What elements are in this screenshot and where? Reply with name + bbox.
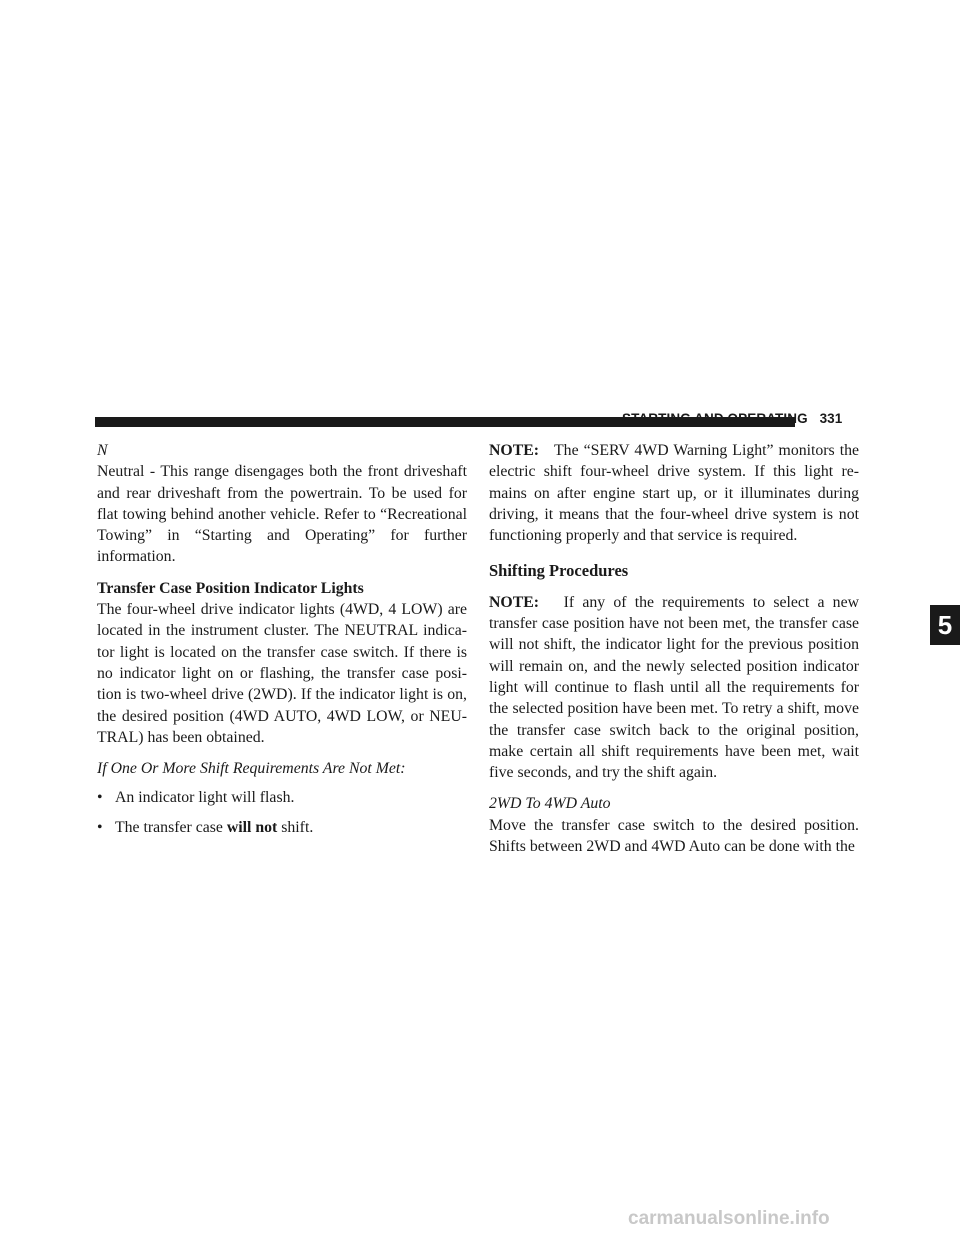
- chapter-tab: 5: [930, 605, 960, 645]
- bullet-text: An indicator light will flash.: [115, 789, 295, 807]
- note-label: NOTE:: [489, 442, 540, 459]
- not-met-heading: If One Or More Shift Requirements Are Not Met:: [97, 760, 406, 778]
- n-body: Neutral - This range disengages both the front driveshaft and rear driveshaft from the powertrain. To be used for flat towing behind another vehicle. Refer to “Recreational Towing” in “Starting and Operating” for further information.: [97, 463, 467, 566]
- running-header: [622, 411, 842, 426]
- indicator-heading: Transfer Case Position Indicator Lights: [97, 579, 364, 597]
- section-title: STARTING AND OPERATING: [622, 411, 808, 426]
- left-column: [97, 440, 467, 838]
- page-number: 331: [819, 411, 843, 426]
- note-label: NOTE:: [489, 593, 540, 611]
- note-paragraph: [489, 592, 859, 784]
- note-text: The “SERV 4WD Warning Light” monitors the electric shift four-wheel drive system. If this light re-mains on after engine start up, or it illuminates during driving, it means that the four-wheel drive system is not functioning properly and that service is required.: [489, 442, 859, 545]
- auto-body: Move the transfer case switch to the desired position. Shifts between 2WD and 4WD Auto can be done with the: [489, 816, 859, 856]
- bullet-text: [115, 817, 313, 838]
- bullet-icon: •: [97, 789, 103, 807]
- bullet-text-emphasis: will not: [226, 818, 278, 836]
- shifting-heading: Shifting Procedures: [489, 561, 629, 581]
- n-heading: N: [97, 442, 108, 459]
- auto-heading: 2WD To 4WD Auto: [489, 795, 611, 813]
- indicator-body: The four-wheel drive indicator lights (4WD, 4 LOW) are located in the instrument cluster. The NEUTRAL indica-tor light is located on the transfer case switch. If there is no indicator light on or flashing, the transfer case posi-tion is two-wheel drive (2WD). If the indicator light is on, the desired position (4WD AUTO, 4WD LOW, or NEU-TRAL) has been obtained.: [97, 601, 467, 746]
- bullet-text-prefix: The transfer case: [115, 818, 227, 836]
- note-text: If any of the requirements to select a new transfer case position have not been met, the transfer case will not shift, the indicator light for the previous position will remain on, and the newly selected position indicator light will continue to flash until all the requirements for the selected position have been met. To retry a shift, move the transfer case switch back to the original position, make certain all shift requirements have been met, wait five seconds, and try the shift again.: [489, 593, 859, 782]
- note-paragraph: [489, 440, 859, 546]
- bullet-text-suffix: shift.: [277, 818, 314, 836]
- list-item: [97, 787, 467, 808]
- bullet-icon: •: [97, 818, 103, 836]
- right-column: [489, 440, 859, 857]
- watermark: carmanualsonline.info: [628, 1208, 830, 1229]
- list-item: [97, 817, 467, 838]
